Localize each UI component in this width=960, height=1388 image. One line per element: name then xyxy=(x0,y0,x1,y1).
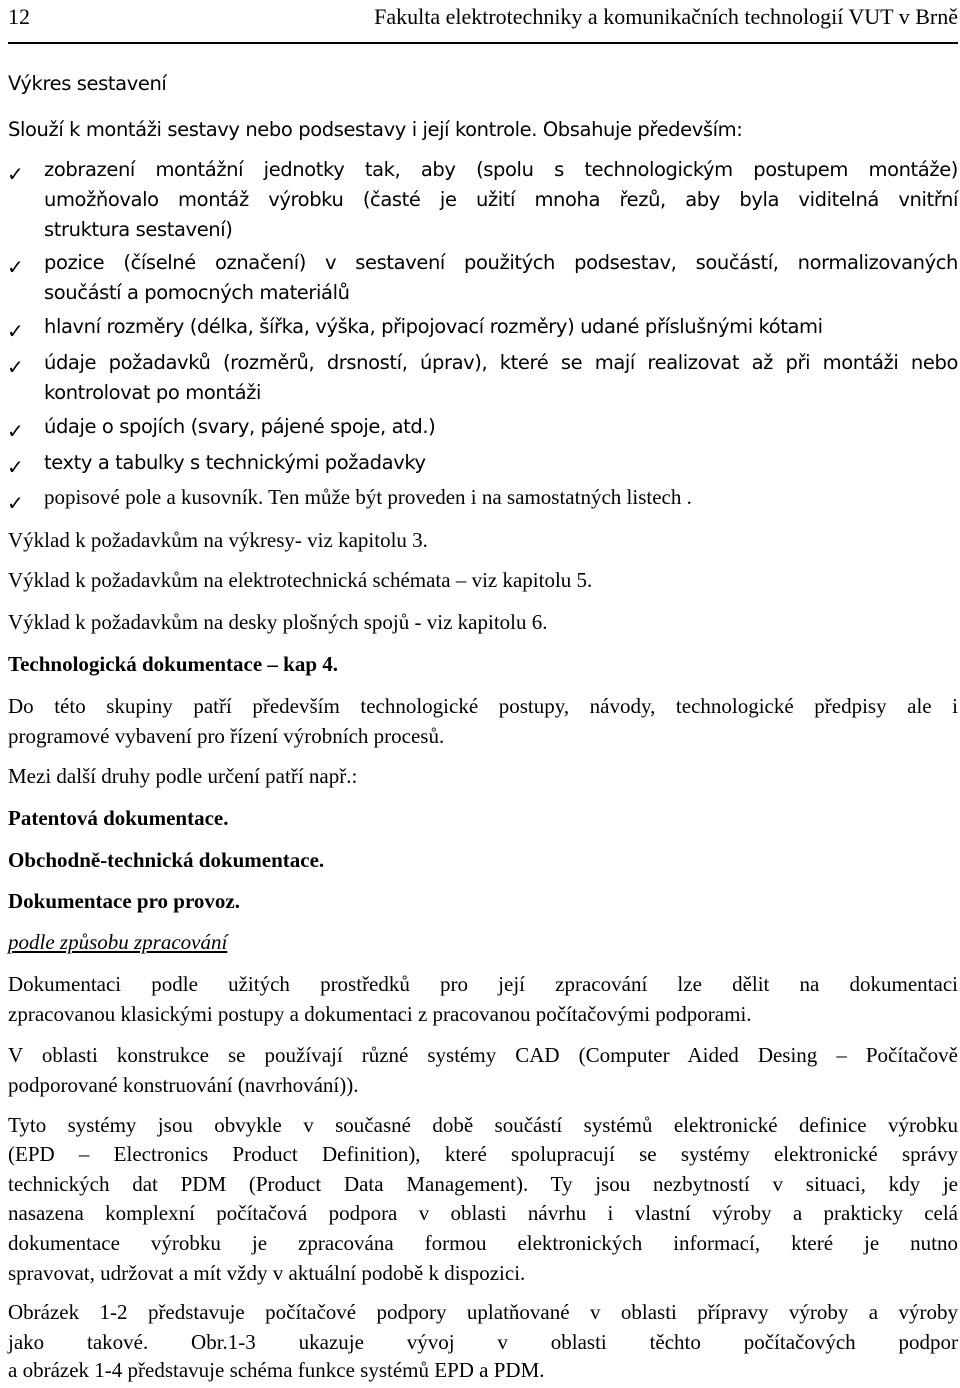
tech-paragraph-line: programové vybavení pro řízení výrobních procesů. xyxy=(8,724,445,748)
tech-paragraph-line: Do této skupiny patří především technologické postupy, návody, technologické předpisy ale i xyxy=(8,694,958,718)
bullet-line: údaje o spojích (svary, pájené spoje, atd.) xyxy=(44,415,436,438)
reference-line: Výklad k požadavkům na elektrotechnická schémata – viz kapitolu 5. xyxy=(8,568,593,592)
section-intro xyxy=(8,118,742,141)
bullet-line: texty a tabulky s technickými požadavky xyxy=(44,451,426,474)
bullet-line: popisové pole a kusovník. Ten může být proveden i na samostatných listech . xyxy=(44,485,692,509)
reference-line: Výklad k požadavkům na výkresy- viz kapitolu 3. xyxy=(8,528,428,552)
paragraph-line: podporované konstruování (navrhování)). xyxy=(8,1073,359,1097)
subheading-processing: podle způsobu zpracování xyxy=(8,930,228,954)
section-intro-b: Obsahuje především: xyxy=(542,118,743,141)
paragraph-line: Dokumentaci podle užitých prostředků pro její zpracování lze dělit na dokumentaci xyxy=(8,972,958,996)
paragraph-line: jako takové. Obr.1-3 ukazuje vývoj v oblasti těchto počítačových podpor xyxy=(8,1330,958,1354)
checkmark-icon: ✓ xyxy=(7,419,24,443)
page-number: 12 xyxy=(8,4,30,29)
paragraph-line: (EPD – Electronics Product Definition), které spolupracují se systémy elektronické správy xyxy=(8,1142,958,1166)
checkmark-icon: ✓ xyxy=(7,319,24,343)
page-header xyxy=(8,2,958,44)
paragraph-line: Obrázek 1-2 představuje počítačové podpory uplatňované v oblasti přípravy výroby a výroby xyxy=(8,1300,958,1324)
paragraph-line: V oblasti konstrukce se používají různé systémy CAD (Computer Aided Desing – Počítačově xyxy=(8,1043,958,1067)
paragraph-line: dokumentace výrobku je zpracována formou elektronických informací, které je nutno xyxy=(8,1231,958,1255)
bullet-line: hlavní rozměry (délka, šířka, výška, připojovací rozměry) udané příslušnými kótami xyxy=(44,315,823,338)
bullet-line: součástí a pomocných materiálů xyxy=(44,281,350,304)
tech-heading: Technologická dokumentace – kap 4. xyxy=(8,652,339,676)
checkmark-icon: ✓ xyxy=(7,491,24,515)
header-institution: Fakulta elektrotechniky a komunikačních technologií VUT v Brně xyxy=(374,4,958,29)
paragraph-line: technických dat PDM (Product Data Management). Ty jsou nezbytností v situaci, kdy je xyxy=(8,1172,958,1196)
heading-commercial: Obchodně-technická dokumentace. xyxy=(8,848,325,872)
paragraph-line: zpracovanou klasickými postupy a dokumentaci z pracovanou počítačovými podporami. xyxy=(8,1002,752,1026)
checkmark-icon: ✓ xyxy=(7,355,24,379)
heading-patent: Patentová dokumentace. xyxy=(8,806,229,830)
bullet-line: pozice (číselné označení) v sestavení použitých podsestav, součástí, normalizovaných xyxy=(44,251,958,274)
section-title: Výkres sestavení xyxy=(8,72,167,95)
bullet-line: struktura sestavení) xyxy=(44,218,233,241)
bullet-line: údaje požadavků (rozměrů, drsností, úprav), které se mají realizovat až při montáži nebo xyxy=(44,351,958,374)
checkmark-icon: ✓ xyxy=(7,255,24,279)
paragraph-line: spravovat, udržovat a mít vždy v aktuální podobě k dispozici. xyxy=(8,1261,526,1285)
bullet-line: umožňovalo montáž výrobku (časté je užití mnoha řezů, aby byla viditelná vnitřní xyxy=(44,188,958,211)
paragraph-line: Tyto systémy jsou obvykle v současné době součástí systémů elektronické definice výrobku xyxy=(8,1113,958,1137)
reference-line: Výklad k požadavkům na desky plošných spojů - viz kapitolu 6. xyxy=(8,610,548,634)
other-types-line: Mezi další druhy podle určení patří např.: xyxy=(8,764,358,788)
section-intro-a: Slouží k montáži sestavy nebo podsestavy i její kontrole. xyxy=(8,118,538,141)
checkmark-icon: ✓ xyxy=(7,455,24,479)
bullet-line: kontrolovat po montáži xyxy=(44,381,261,404)
checkmark-icon: ✓ xyxy=(7,162,24,186)
heading-operation: Dokumentace pro provoz. xyxy=(8,889,240,913)
bullet-line: zobrazení montážní jednotky tak, aby (spolu s technologickým postupem montáže) xyxy=(44,158,958,181)
paragraph-line: nasazena komplexní počítačová podpora v oblasti návrhu i vlastní výroby a prakticky celá xyxy=(8,1201,958,1225)
paragraph-line: a obrázek 1-4 představuje schéma funkce systémů EPD a PDM. xyxy=(8,1358,545,1382)
